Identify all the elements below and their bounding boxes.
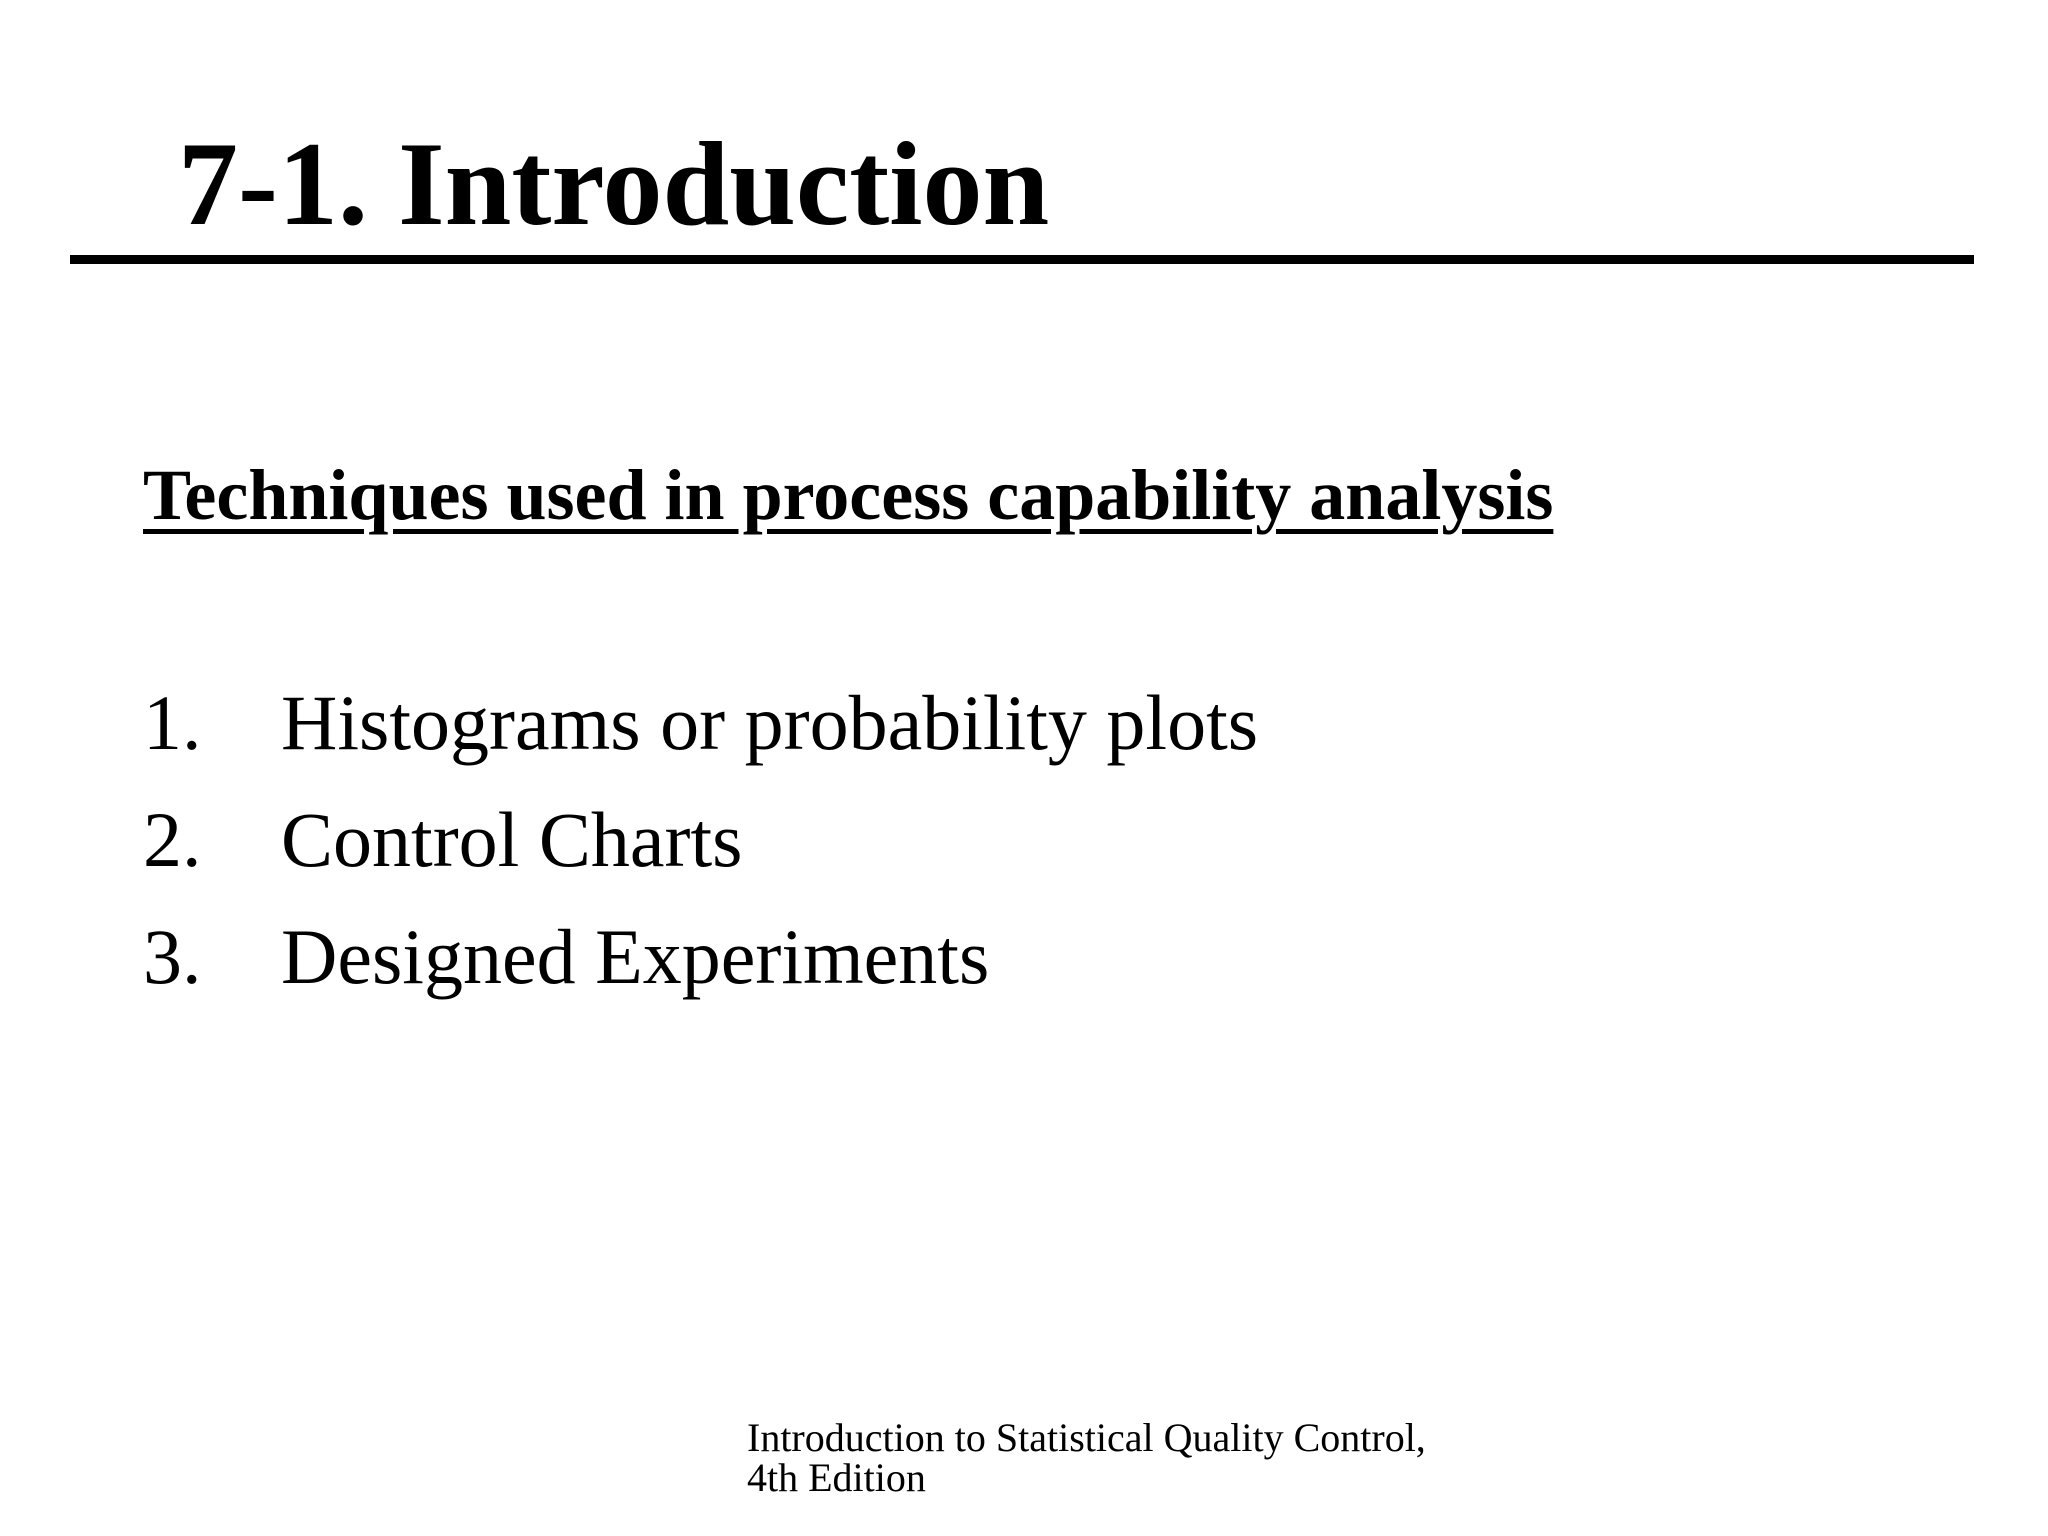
slide-title: 7-1. Introduction [178, 117, 1050, 250]
slide-footer [747, 1415, 1426, 1500]
list-item-number: 2. [143, 796, 202, 883]
list-item-label: Histograms or probability plots [281, 679, 1259, 766]
footer-line-2: 4th Edition [747, 1455, 926, 1500]
list-item-number: 1. [143, 679, 202, 766]
footer-line-1: Introduction to Statistical Quality Control, [747, 1415, 1426, 1460]
section-subheading: Techniques used in process capability analysis [143, 455, 1554, 535]
title-underline-rule [70, 255, 1974, 264]
list-item-label: Designed Experiments [281, 913, 990, 1000]
list-item-label: Control Charts [281, 796, 743, 883]
list-item-number: 3. [143, 913, 202, 1000]
